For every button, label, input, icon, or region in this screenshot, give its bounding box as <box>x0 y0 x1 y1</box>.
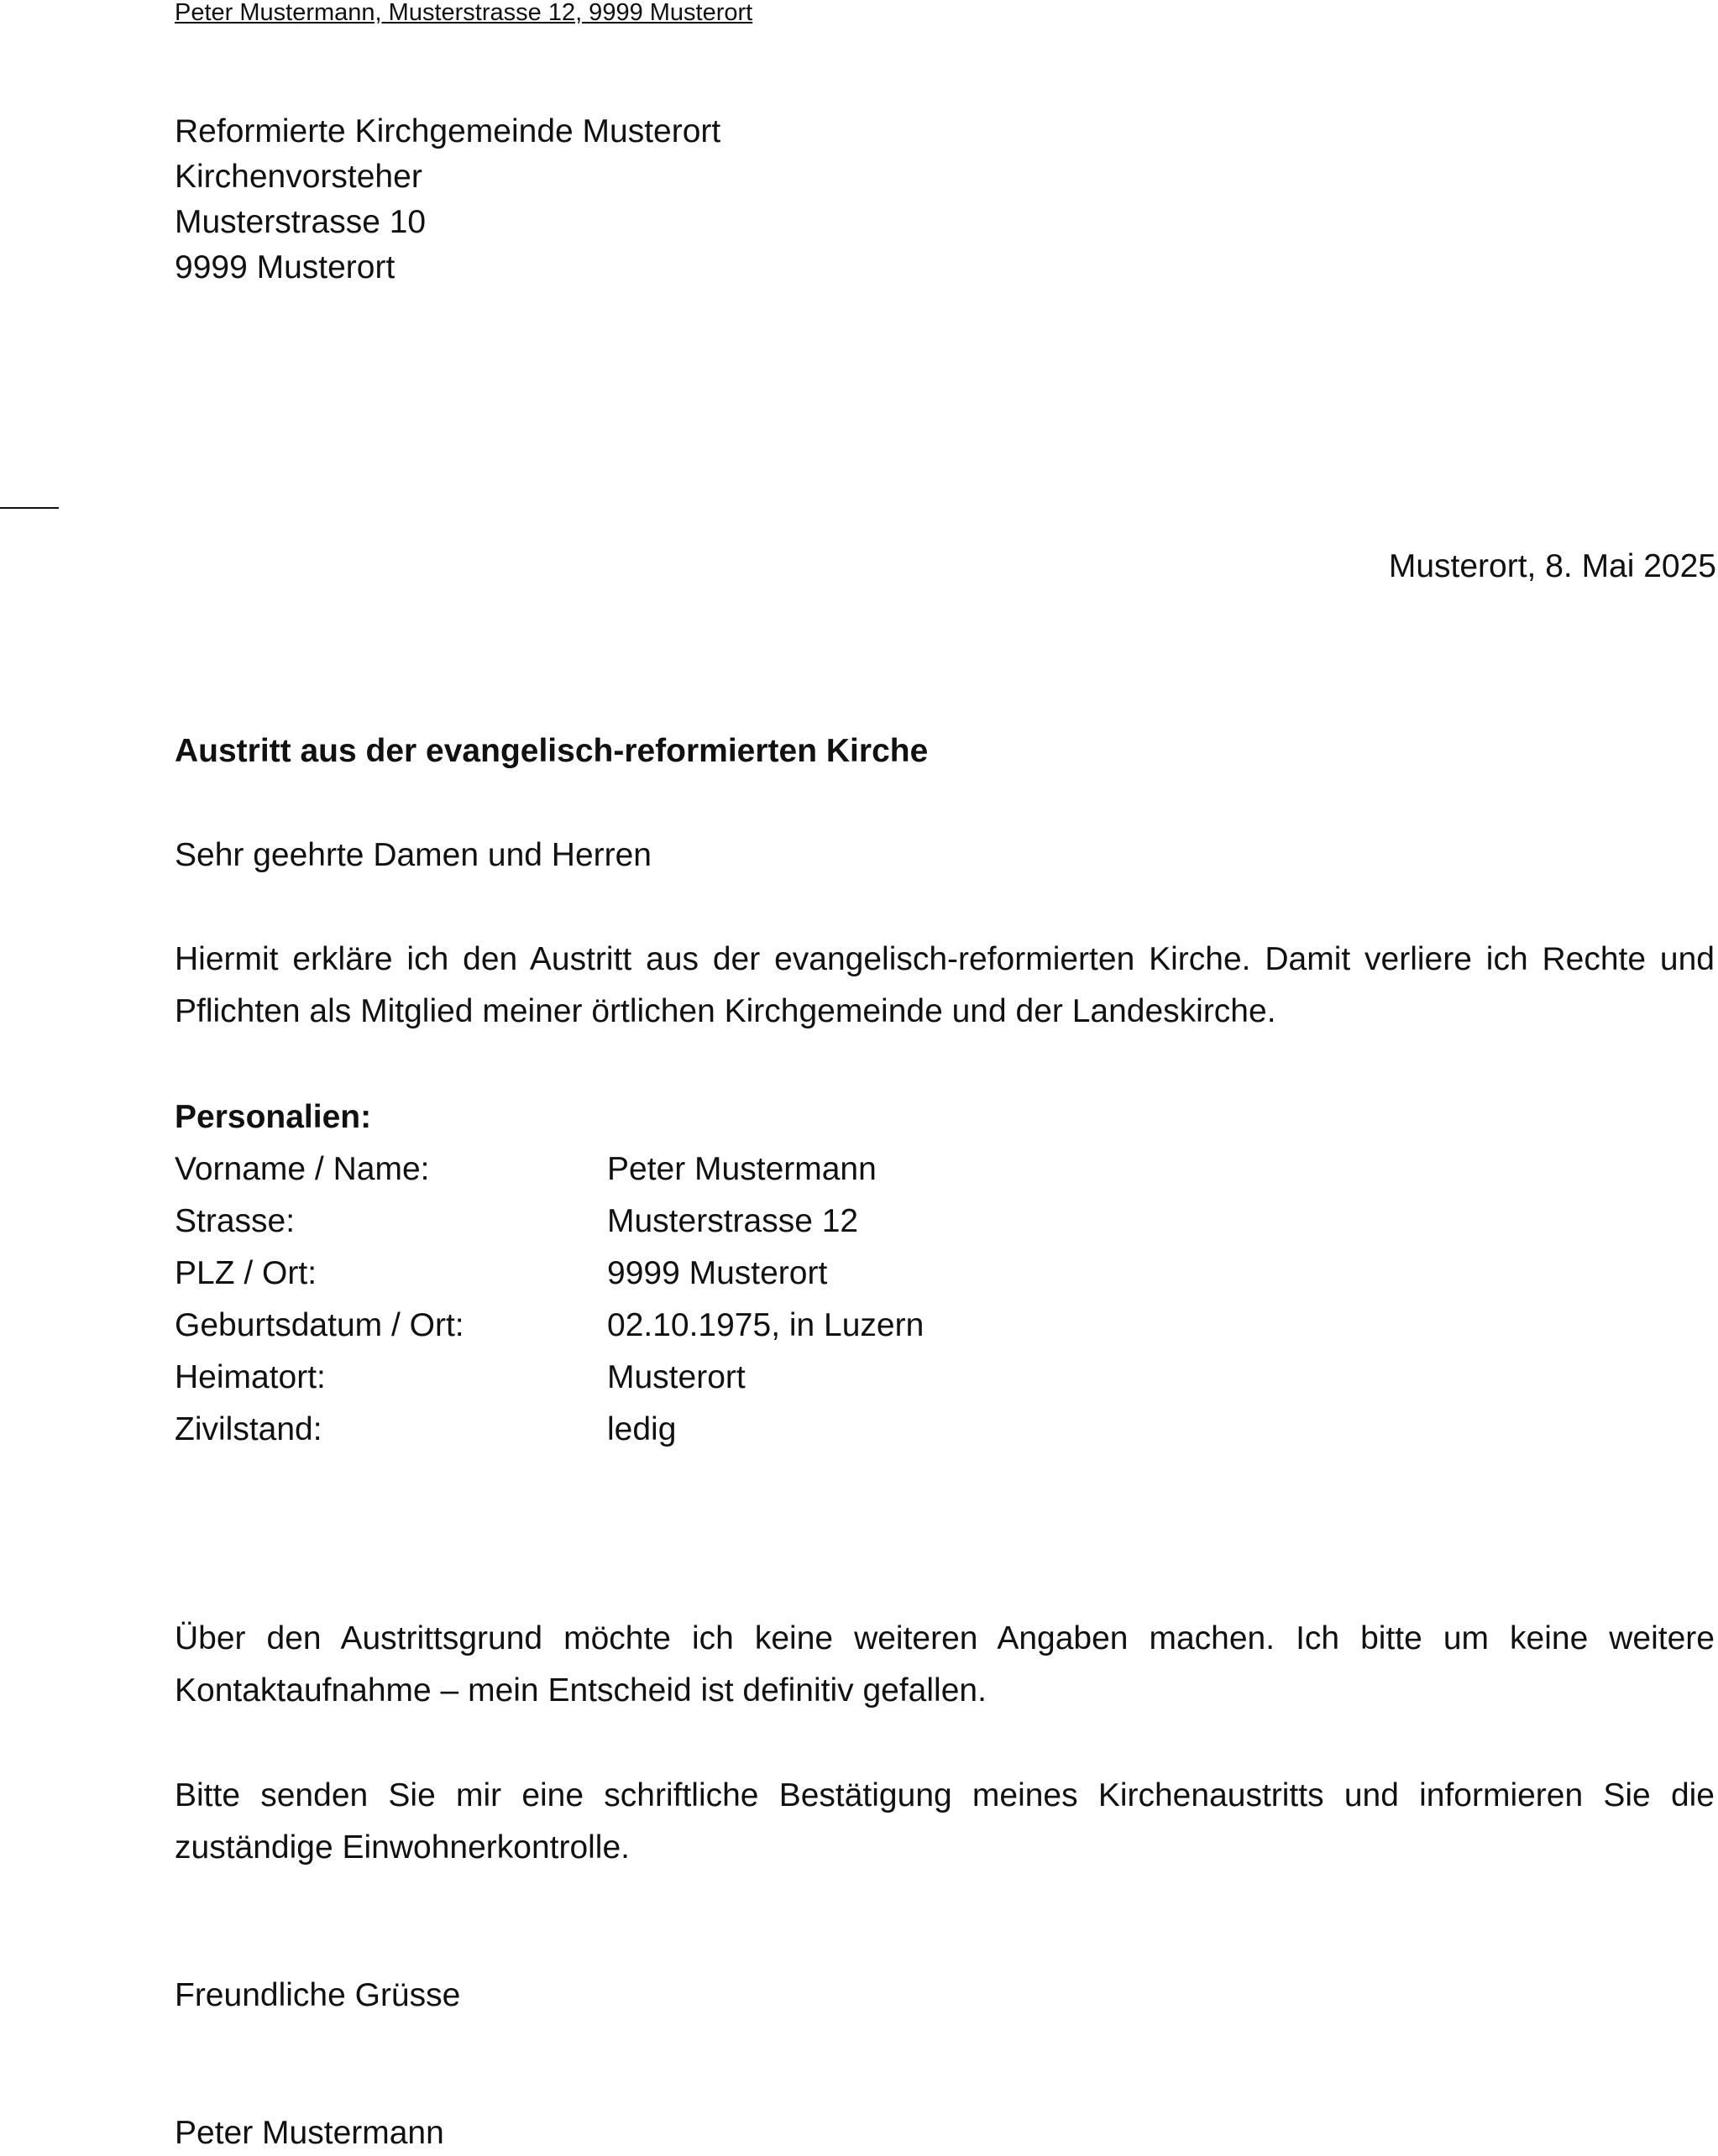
personal-row <box>175 1143 924 1196</box>
signature-name: Peter Mustermann <box>175 2115 444 2151</box>
body-paragraph: Hiermit erkläre ich den Austritt aus der evangelisch-reformierten Kirche. Damit verliere ich Rechte und Pflichten als Mitglied meiner örtlichen Kirchgemeinde und der Landeskirche. <box>175 941 1715 1029</box>
personal-label: Zivilstand: <box>175 1411 322 1447</box>
date-line: Musterort, 8. Mai 2025 <box>1388 548 1716 584</box>
personal-value: Musterort <box>607 1359 746 1395</box>
body-paragraph: Bitte senden Sie mir eine schriftliche Bestätigung meines Kirchenaustritts und informieren Sie die zuständige Einwohnerkontrolle. <box>175 1777 1715 1866</box>
personal-row <box>175 1404 924 1456</box>
personal-row <box>175 1352 924 1404</box>
personal-value: Peter Mustermann <box>607 1151 877 1187</box>
personal-value: Musterstrasse 12 <box>607 1203 859 1239</box>
sender-address-line: Peter Mustermann, Musterstrasse 12, 9999 Musterort <box>175 0 753 26</box>
personal-label: Geburtsdatum / Ort: <box>175 1307 464 1343</box>
personal-details-heading: Personalien: <box>175 1099 372 1135</box>
recipient-line: Kirchenvorsteher <box>175 159 422 195</box>
personal-row <box>175 1248 924 1300</box>
recipient-line: Reformierte Kirchgemeinde Musterort <box>175 113 721 149</box>
body-paragraph: Über den Austrittsgrund möchte ich keine weiteren Angaben machen. Ich bitte um keine weitere Kontaktaufnahme – mein Entscheid ist definitiv gefallen. <box>175 1620 1715 1709</box>
personal-label: Heimatort: <box>175 1359 326 1395</box>
letter-subject: Austritt aus der evangelisch-reformierten Kirche <box>175 733 929 769</box>
personal-details <box>175 1091 924 1456</box>
recipient-line: 9999 Musterort <box>175 249 395 285</box>
recipient-address-block <box>175 109 720 290</box>
fold-mark <box>0 507 59 509</box>
recipient-line: Musterstrasse 10 <box>175 204 427 240</box>
closing-greeting: Freundliche Grüsse <box>175 1977 461 2013</box>
personal-row <box>175 1196 924 1248</box>
personal-value: 02.10.1975, in Luzern <box>607 1307 924 1343</box>
salutation: Sehr geehrte Damen und Herren <box>175 837 652 873</box>
personal-label: Vorname / Name: <box>175 1151 430 1187</box>
personal-value: 9999 Musterort <box>607 1255 828 1291</box>
personal-value: ledig <box>607 1411 677 1447</box>
personal-row <box>175 1300 924 1352</box>
personal-label: Strasse: <box>175 1203 296 1239</box>
personal-label: PLZ / Ort: <box>175 1255 317 1291</box>
